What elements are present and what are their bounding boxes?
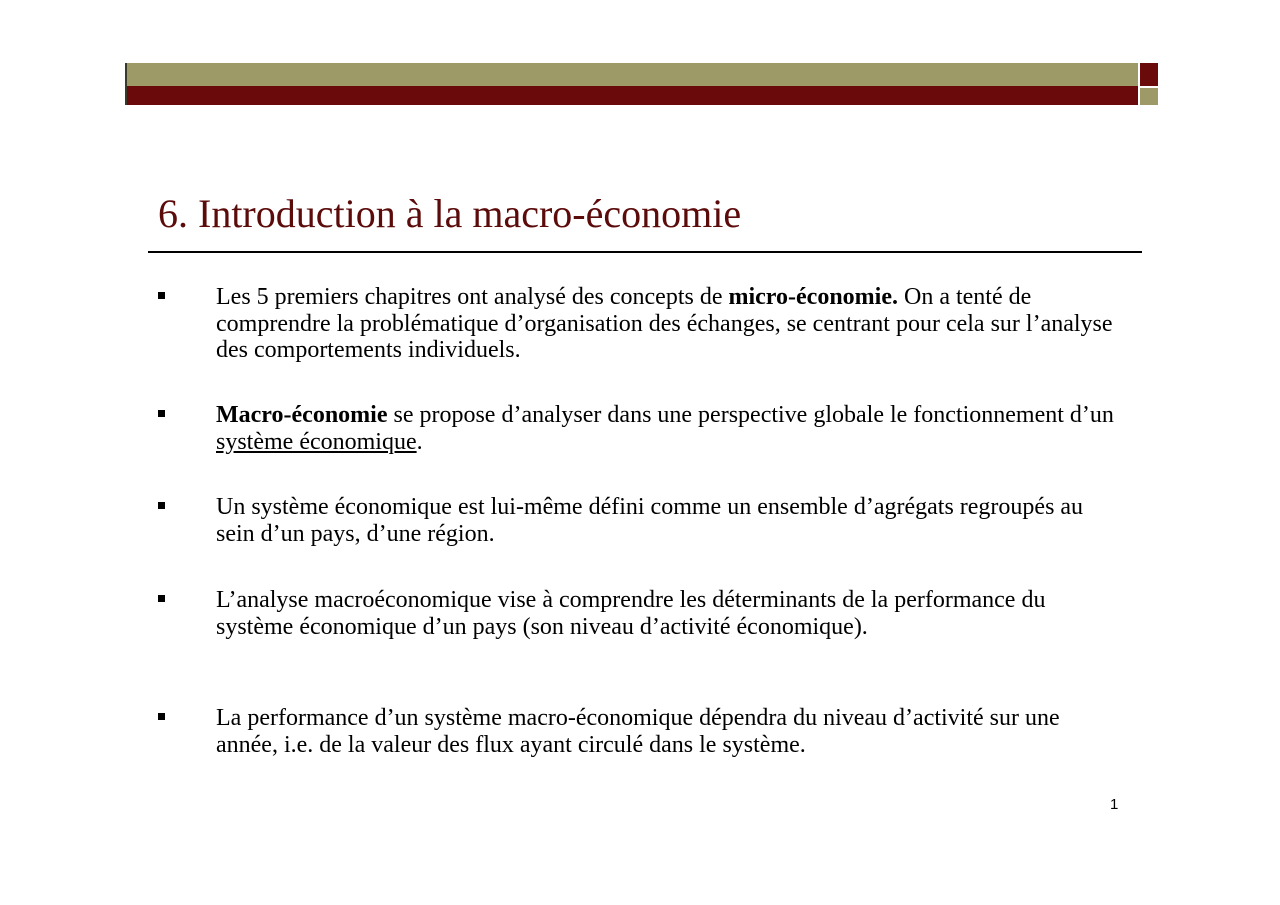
bullet-bold-term: Macro-économie bbox=[216, 402, 388, 428]
bullet-text: L’analyse macroéconomique vise à comprendre les déterminants de la performance du système économique d’un pays (son niveau d’activité économique). bbox=[216, 587, 1046, 640]
page-number: 1 bbox=[1110, 796, 1119, 813]
banner-maroon-bar bbox=[125, 86, 1138, 105]
bullet-text-post: On a tenté de comprendre la problématique d’organisation des échanges, se centrant pour cela sur l’analyse des comportements individuels. bbox=[216, 284, 1113, 363]
square-bullet-icon bbox=[158, 502, 165, 509]
bullet-text-post: . bbox=[416, 428, 423, 455]
header-banner bbox=[125, 63, 1158, 105]
bullet-text bbox=[216, 284, 1126, 364]
bullet-underlined-term: système économique bbox=[216, 428, 417, 455]
title-underline-rule bbox=[148, 251, 1142, 253]
bullet-bold-term: micro-économie. bbox=[728, 284, 898, 310]
square-bullet-icon bbox=[158, 292, 165, 299]
banner-left-edge bbox=[125, 63, 127, 105]
bullet-text-mid: se propose d’analyser dans une perspective globale le fonctionnement d’un bbox=[387, 402, 1114, 428]
banner-maroon-square bbox=[1140, 63, 1158, 86]
banner-olive-bar bbox=[125, 63, 1138, 86]
banner-olive-square bbox=[1140, 88, 1158, 105]
bullet-text: La performance d’un système macro-économique dépendra du niveau d’activité sur une année, i.e. de la valeur des flux ayant circulé dans le système. bbox=[216, 705, 1060, 758]
square-bullet-icon bbox=[158, 410, 165, 417]
bullet-text bbox=[216, 402, 1126, 455]
square-bullet-icon bbox=[158, 595, 165, 602]
bullet-text-pre: Les 5 premiers chapitres ont analysé des concepts de bbox=[216, 284, 729, 310]
slide-title: 6. Introduction à la macro-économie bbox=[158, 191, 742, 236]
square-bullet-icon bbox=[158, 713, 165, 720]
bullet-text: Un système économique est lui-même défini comme un ensemble d’agrégats regroupés au sein d’un pays, d’une région. bbox=[216, 494, 1084, 547]
